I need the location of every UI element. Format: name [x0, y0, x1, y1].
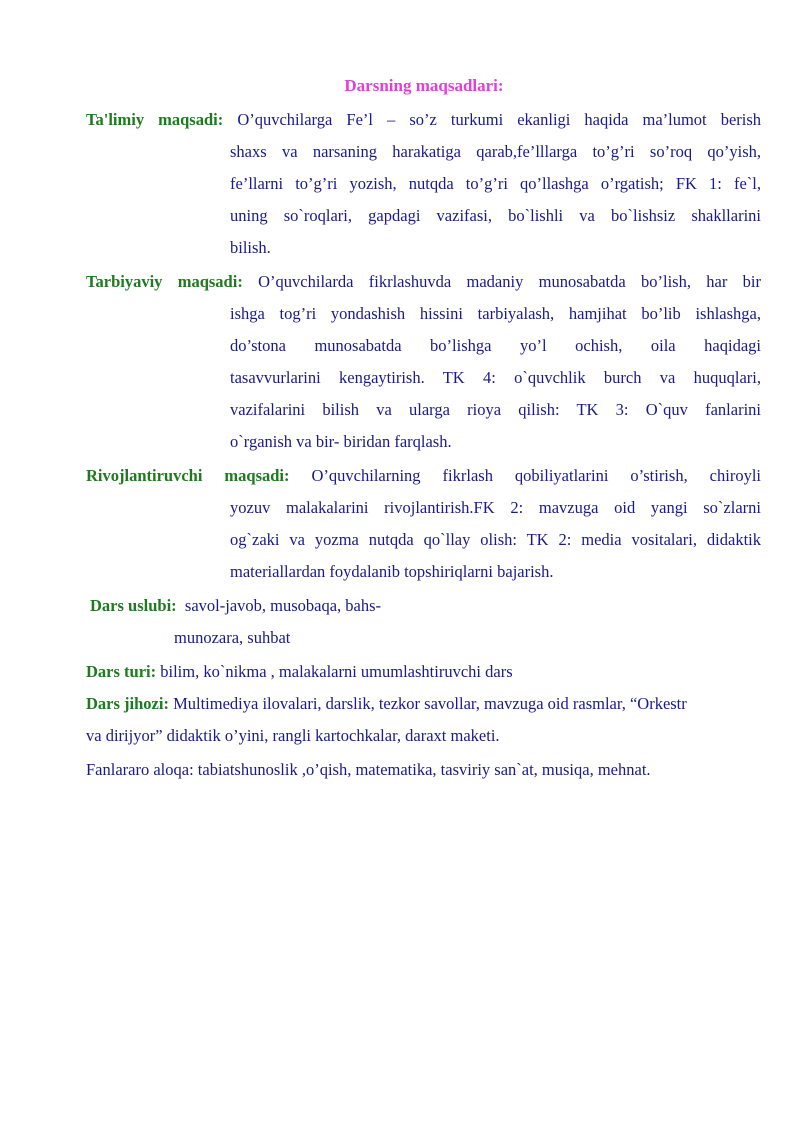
jihozi-line-2: va dirijyor” didaktik o’yini, rangli kartochkalar, daraxt maketi. [86, 726, 500, 745]
uslubi-line-1 [90, 590, 765, 622]
uslubi-section [90, 590, 765, 654]
tarbiyaviy-line-1 [86, 266, 761, 298]
uslubi-text-1: savol-javob, musobaqa, bahs- [184, 596, 382, 615]
uslubi-label: Dars uslubi: [90, 596, 177, 615]
jihozi-label: Dars jihozi: [86, 694, 169, 713]
turi-section [86, 656, 761, 688]
talimiy-section [86, 104, 761, 264]
fanlararo-section [86, 754, 776, 786]
talimiy-line-3: fe’llarni to’g’ri yozish, nutqda to’g’ri qo’llashga o’rgatish; FK 1: fe`l, [230, 174, 761, 193]
tarbiyaviy-line-2: ishga tog’ri yondashish hissini tarbiyalash, hamjihat bo’lib ishlashga, [230, 304, 761, 323]
tarbiyaviy-line-6: o`rganish va bir- biridan farqlash. [230, 432, 452, 451]
turi-label: Dars turi: [86, 662, 157, 681]
rivojlantiruvchi-line-3: og`zaki va yozma nutqda qo`llay olish: TK 2: media vositalari, didaktik [230, 530, 761, 549]
tarbiyaviy-line-5: vazifalarini bilish va ularga rioya qilish: TK 3: O`quv fanlarini [230, 400, 761, 419]
talimiy-label: Ta'limiy maqsadi: [86, 110, 224, 129]
rivojlantiruvchi-line-4: materiallardan foydalanib topshiriqlarni bajarish. [230, 562, 554, 581]
talimiy-line-1 [86, 104, 761, 136]
rivojlantiruvchi-section [86, 460, 761, 588]
talimiy-line-5: bilish. [230, 238, 271, 257]
fanlararo-line: Fanlararo aloqa: tabiatshunoslik ,o’qish, matematika, tasviriy san`at, musiqa, mehnat. [86, 760, 651, 779]
tarbiyaviy-label: Tarbiyaviy maqsadi: [86, 272, 243, 291]
rivojlantiruvchi-line-1 [86, 460, 761, 492]
page-title: Darsning maqsadlari: [344, 76, 504, 95]
turi-text: bilim, ko`nikma , malakalarni umumlashtiruvchi dars [160, 662, 513, 681]
tarbiyaviy-section [86, 266, 761, 458]
rivojlantiruvchi-text-1: O’quvchilarning fikrlash qobiliyatlarini o’stirish, chiroyli [311, 466, 761, 485]
talimiy-text-1: O’quvchilarga Fe’l – so’z turkumi ekanligi haqida ma’lumot berish [237, 110, 762, 129]
jihozi-section [86, 688, 776, 752]
talimiy-line-2: shaxs va narsaning harakatiga qarab,fe’lllarga to’g’ri so’roq qo’yish, [230, 142, 761, 161]
rivojlantiruvchi-line-2: yozuv malakalarini rivojlantirish.FK 2: mavzuga oid yangi so`zlarni [230, 498, 761, 517]
tarbiyaviy-text-1: O’quvchilarda fikrlashuvda madaniy munosabatda bo’lish, har bir [258, 272, 761, 291]
talimiy-line-4: uning so`roqlari, gapdagi vazifasi, bo`lishli va bo`lishsiz shakllarini [230, 206, 761, 225]
turi-line [86, 656, 761, 688]
jihozi-text-1: Multimediya ilovalari, darslik, tezkor savollar, mavzuga oid rasmlar, “Orkestr [173, 694, 687, 713]
tarbiyaviy-line-3: do’stona munosabatda bo’lishga yo’l ochish, oila haqidagi [230, 336, 761, 355]
jihozi-line-1 [86, 688, 776, 720]
tarbiyaviy-line-4: tasavvurlarini kengaytirish. TK 4: o`quvchlik burch va huquqlari, [230, 368, 761, 387]
rivojlantiruvchi-label: Rivojlantiruvchi maqsadi: [86, 466, 290, 485]
uslubi-line-2: munozara, suhbat [174, 628, 291, 647]
